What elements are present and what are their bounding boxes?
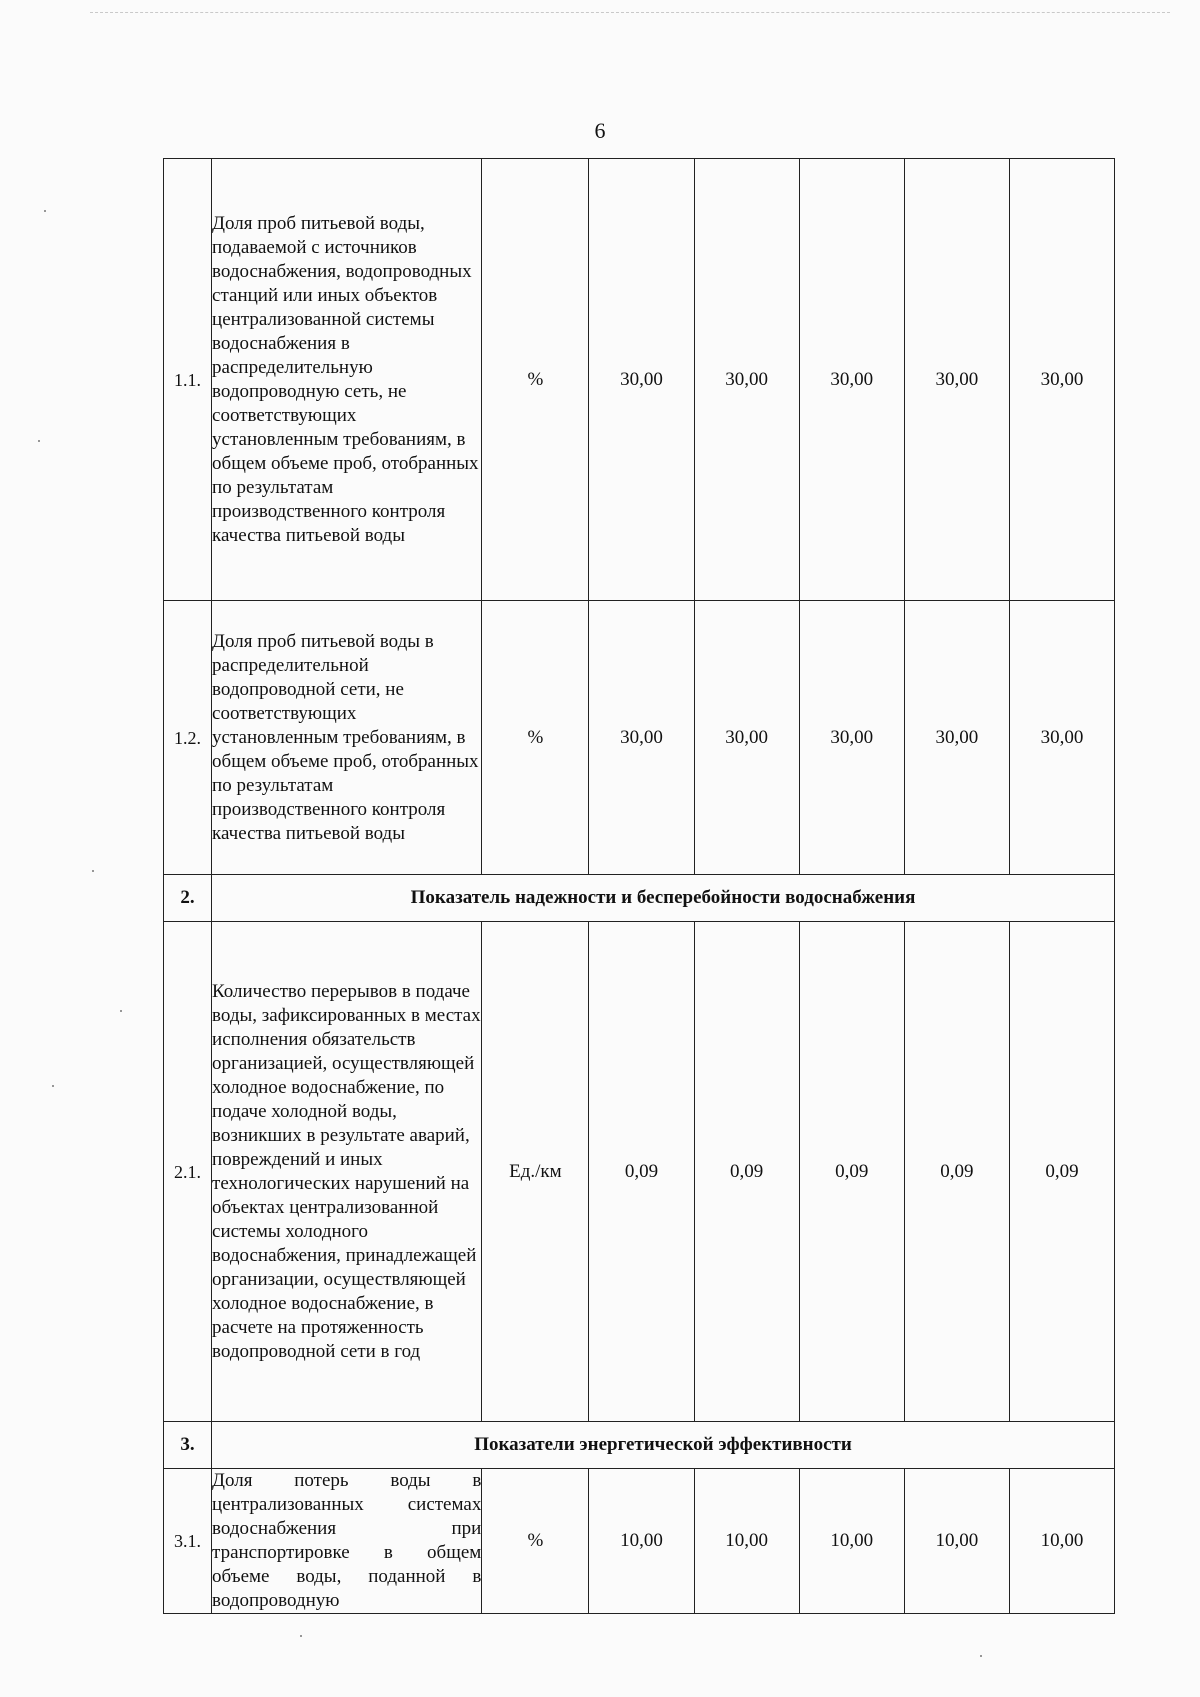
section-title: Показатели энергетической эффективности <box>212 1422 1115 1469</box>
row-value: 30,00 <box>589 159 694 601</box>
row-description: Количество перерывов в подаче воды, зафиксированных в местах исполнения обязательств организацией, осуществляющей холодное водоснабжение, по подаче холодной воды, возникших в результате аварий, повреждений и иных технологических нарушений на объектах централизованной системы холодного водоснабжения, принадлежащей организации, осуществляющей холодное водоснабжение, в расчете на протяженность водопроводной сети в год <box>212 922 482 1422</box>
row-value: 10,00 <box>799 1469 904 1614</box>
row-value: 30,00 <box>589 601 694 875</box>
row-value: 30,00 <box>904 159 1009 601</box>
row-value: 10,00 <box>694 1469 799 1614</box>
row-value: 10,00 <box>904 1469 1009 1614</box>
row-value: 0,09 <box>904 922 1009 1422</box>
row-number: 3.1. <box>164 1469 212 1614</box>
row-unit: % <box>482 601 589 875</box>
table-row <box>164 601 1115 875</box>
row-description: Доля проб питьевой воды в распределительной водопроводной сети, не соответствующих установленным требованиям, в общем объеме проб, отобранных по результатам производственного контроля качества питьевой воды <box>212 601 482 875</box>
table-row <box>164 159 1115 601</box>
scan-speck <box>300 1635 302 1637</box>
scan-speck <box>44 210 46 212</box>
scan-edge-artifact <box>90 12 1170 13</box>
indicators-table <box>163 158 1115 1614</box>
row-value: 10,00 <box>589 1469 694 1614</box>
row-value: 0,09 <box>799 922 904 1422</box>
row-number: 1.1. <box>164 159 212 601</box>
row-description: Доля проб питьевой воды, подаваемой с источников водоснабжения, водопроводных станций или иных объектов централизованной системы водоснабжения в распределительную водопроводную сеть, не соответствующих установленным требованиям, в общем объеме проб, отобранных по результатам производственного контроля качества питьевой воды <box>212 159 482 601</box>
row-description: Доля потерь воды в централизованных системах водоснабжения при транспортировке в общем объеме воды, поданной в водопроводную <box>212 1469 482 1614</box>
row-value: 0,09 <box>1009 922 1114 1422</box>
table-row <box>164 1469 1115 1614</box>
row-value: 30,00 <box>799 601 904 875</box>
row-number: 2.1. <box>164 922 212 1422</box>
row-unit: % <box>482 1469 589 1614</box>
row-value: 30,00 <box>904 601 1009 875</box>
row-value: 30,00 <box>1009 601 1114 875</box>
row-value: 30,00 <box>694 159 799 601</box>
row-value: 30,00 <box>799 159 904 601</box>
section-number: 2. <box>164 875 212 922</box>
scan-speck <box>38 440 40 442</box>
row-value: 0,09 <box>589 922 694 1422</box>
scan-speck <box>980 1655 982 1657</box>
row-value: 30,00 <box>1009 159 1114 601</box>
row-unit: Ед./км <box>482 922 589 1422</box>
scan-speck <box>120 1010 122 1012</box>
table-row <box>164 922 1115 1422</box>
row-value: 0,09 <box>694 922 799 1422</box>
scan-speck <box>92 870 94 872</box>
page-number: 6 <box>594 118 606 143</box>
row-unit: % <box>482 159 589 601</box>
section-row <box>164 1422 1115 1469</box>
row-value: 10,00 <box>1009 1469 1114 1614</box>
row-value: 30,00 <box>694 601 799 875</box>
section-row <box>164 875 1115 922</box>
section-number: 3. <box>164 1422 212 1469</box>
row-number: 1.2. <box>164 601 212 875</box>
scan-speck <box>52 1085 54 1087</box>
section-title: Показатель надежности и бесперебойности водоснабжения <box>212 875 1115 922</box>
